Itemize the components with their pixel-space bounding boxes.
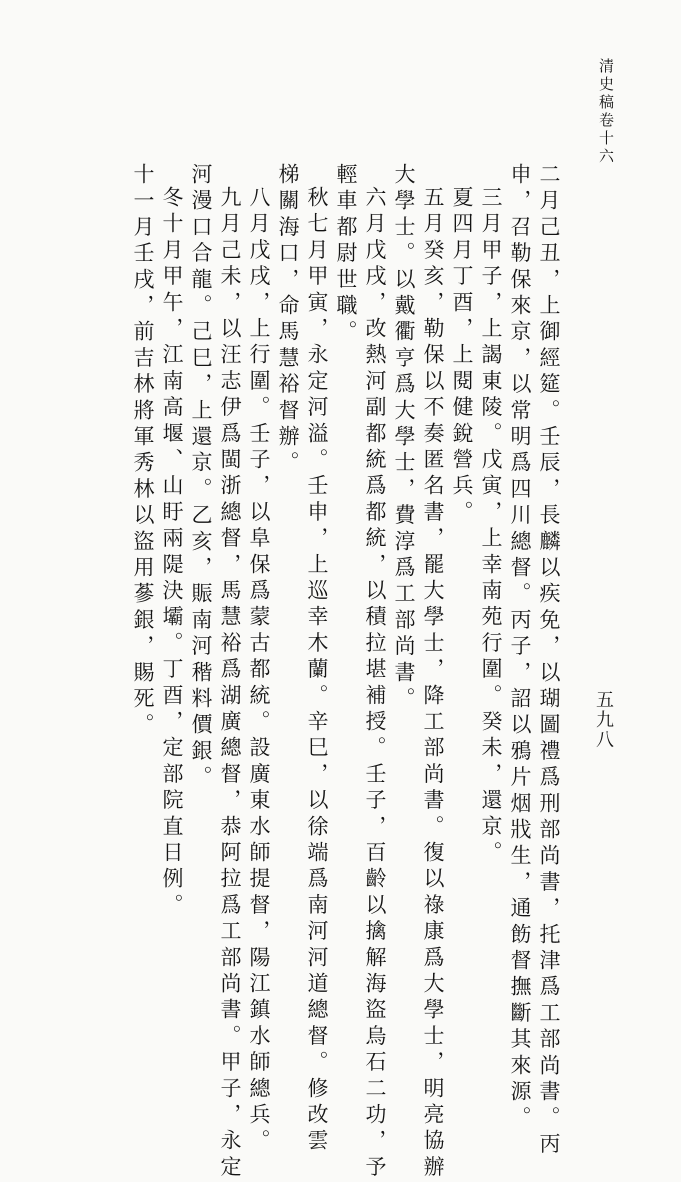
page-number: 五九八: [593, 690, 614, 750]
text-column-4: 夏四月丁酉，上閱健銳營兵。: [450, 186, 474, 527]
text-column-10: 梯關海口，命馬慧裕督辦。: [276, 163, 300, 478]
text-column-12: 九月己未，以汪志伊爲閩浙總督，馬慧裕爲湖廣總督，恭阿拉爲工部尚書。甲子，永定: [218, 186, 242, 1182]
text-column-5: 五月癸亥，勒保以不奏匿名書，罷大學士，降工部尚書。復以祿康爲大學士，明亮協辦: [421, 186, 445, 1182]
text-column-14: 冬十月甲午，江南高堰、山盱兩隄決壩。丁酉，定部院直日例。: [160, 186, 184, 920]
text-column-3: 三月甲子，上謁東陵。戊寅，上幸南苑行圍。癸未，還京。: [479, 186, 503, 868]
running-title: 清史稿卷十六: [597, 58, 615, 166]
text-column-6: 大學士。以戴衢亨爲大學士，費淳爲工部尚書。: [392, 163, 416, 714]
text-column-11: 八月戊戌，上行圍。壬子，以阜保爲蒙古都統。設廣東水師提督，陽江鎮水師總兵。: [247, 186, 271, 1156]
text-column-8: 輕車都尉世職。: [334, 163, 358, 347]
text-column-9: 秋七月甲寅，永定河溢。壬申，上巡幸木蘭。辛巳，以徐端爲南河河道總督。修改雲: [305, 186, 329, 1156]
text-column-7: 六月戊戌，改熱河副都統爲都統，以積拉堪補授。壬子，百齡以擒解海盜烏石二功，予: [363, 186, 387, 1182]
text-column-2: 申，召勒保來京，以常明爲四川總督。丙子，詔以鴉片烟戕生，通飭督撫斷其來源。: [508, 163, 532, 1133]
text-column-13: 河漫口合龍。己巳，上還京。乙亥，賑南河稭料價銀。: [189, 163, 213, 792]
text-column-1: 二月己丑，上御經筵。壬辰，長麟以疾免，以瑚圖禮爲刑部尚書，托津爲工部尚書。丙: [537, 163, 561, 1159]
text-column-15: 十一月壬戌，前吉林將軍秀林以盜用蔘銀，賜死。: [131, 163, 155, 740]
